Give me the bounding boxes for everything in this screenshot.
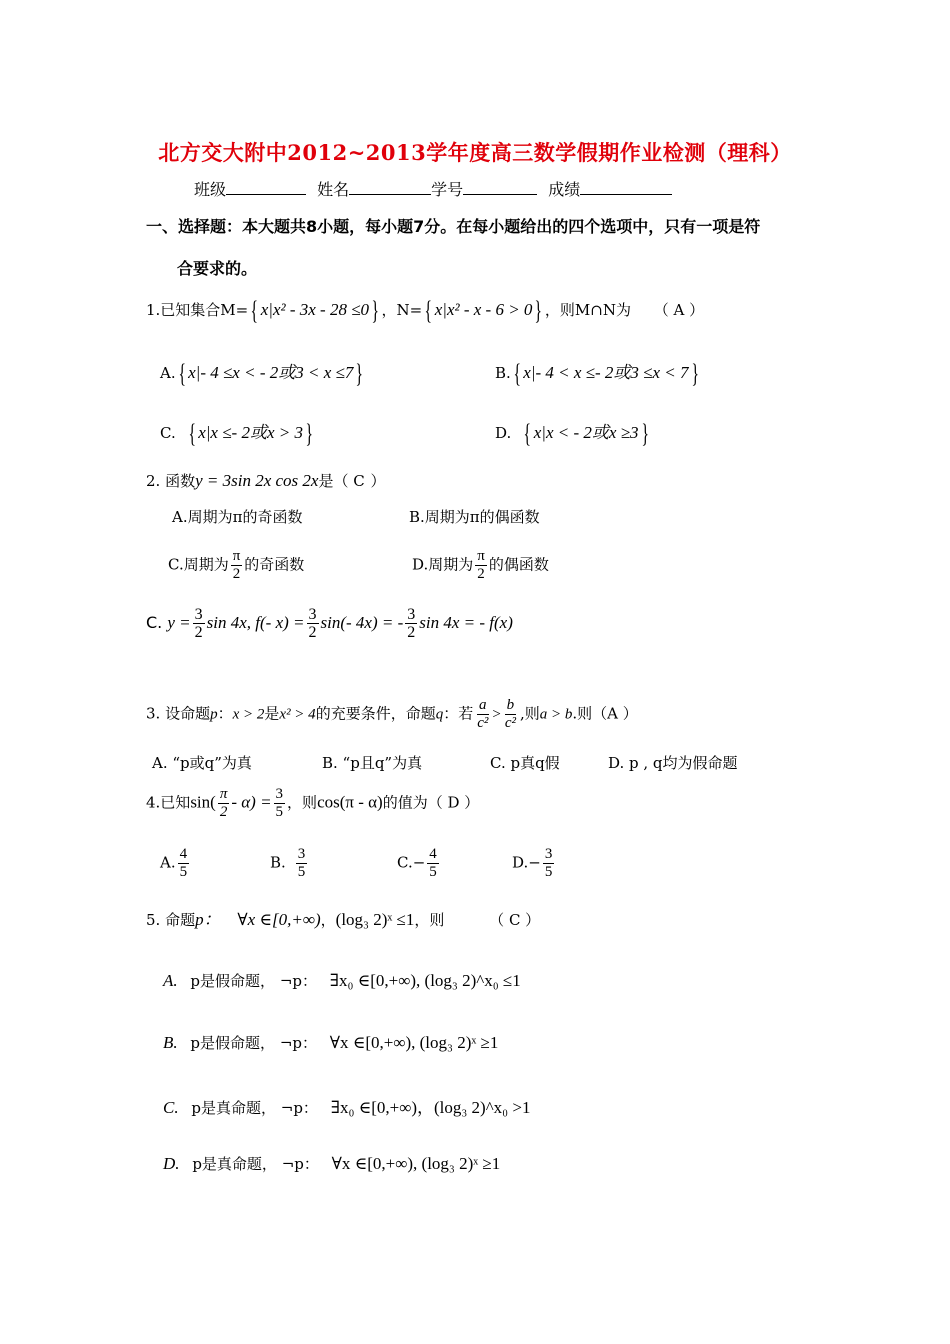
option-neg: ¬p： [280,1099,318,1117]
denominator: c² [504,715,516,731]
option-suffix: 的偶函数 [488,555,549,574]
numerator: 3 [308,606,317,623]
q2-answer: C [353,472,366,490]
numerator: 3 [194,606,203,623]
q3-q: q [435,706,444,723]
fraction [231,548,243,583]
numerator: π [219,786,228,802]
option-label: C.− [397,853,426,872]
fraction [405,606,417,641]
fraction [296,846,308,881]
q1-set-n: x|x² - x - 6 > 0 [434,300,533,319]
question-2-stem [146,470,386,491]
fraction [178,846,190,881]
q1-tail: ，则M∩N为 [544,301,631,319]
numerator: π [477,548,485,564]
q3-conclusion: a > b [539,706,573,723]
q2-close: ） [370,472,386,490]
q5-part: 5. 命题 [146,911,196,929]
denominator: 5 [544,864,553,880]
denominator: 5 [179,864,188,880]
numerator: 3 [297,846,306,862]
q5-option-b [163,1032,498,1053]
option-text: x|- 4 < x ≤- 2或3 ≤x < 7 [523,363,689,382]
q5-forall: ∀x ∈[0,+∞) [237,910,321,929]
option-label: A. [160,364,176,382]
question-1-stem [146,296,704,326]
numerator: 4 [429,846,437,862]
brace-close: } [355,359,364,388]
option-p: p是真命题， [192,1155,277,1173]
option-p: p是真命题， [191,1099,276,1117]
q2-prefix: 2. 函数 [146,472,196,490]
q5-part: ， [320,911,336,929]
question-3-stem [146,697,638,732]
brace-open: { [250,296,259,325]
fraction [307,606,319,641]
option-label: D. [495,424,512,442]
option-expr: ∃x₀ ∈[0,+∞), (log₃ 2)^x₀ ≤1 [329,971,521,990]
option-neg: ¬p： [279,1034,317,1052]
q1-prefix: 1.已知集合M= [146,301,249,319]
option-label: B. [495,364,511,382]
numerator: π [232,548,241,564]
q5-expr: (log₃ 2)ˣ ≤1 [335,910,415,929]
option-label: C. [163,1098,179,1117]
q2-solution [146,606,513,641]
denominator: 2 [477,566,485,582]
fraction [543,846,555,881]
q2-suffix: 是（ [318,472,349,490]
solution-part: sin(- 4x) = - [320,613,404,632]
solution-label: C. [146,613,163,632]
q3-option-c: C. p真q假 [490,754,560,772]
numerator: 3 [407,606,416,623]
fraction [218,786,230,821]
q4-part: ，则 [287,793,318,812]
q5-option-a [163,970,521,991]
score-label: 成绩 [548,180,581,199]
option-text: x|x ≤- 2或x > 3 [198,423,303,442]
option-expr: ∀x ∈[0,+∞), (log₃ 2)ˣ ≥1 [329,1033,499,1052]
denominator: c² [477,715,489,731]
section-heading-line2: 合要求的。 [177,259,258,278]
denominator: 2 [194,624,203,641]
page-title: 北方交大附中2012~2013学年度高三数学假期作业检测（理科） [158,140,792,165]
denominator: 2 [232,566,241,582]
option-suffix: 的奇函数 [244,555,305,574]
denominator: 2 [308,624,317,641]
brace-open: { [424,296,433,325]
q5-answer: （ C ） [489,911,541,929]
q5-part: ，则 [414,911,445,929]
solution-part: y = [167,613,191,632]
q3-part: ： [217,704,233,723]
q4-part: 4.已知 [146,793,191,812]
option-label: C. [160,424,176,442]
brace-open: { [513,359,521,388]
q1-option-c [160,418,315,449]
option-p: p是假命题， [190,1034,276,1052]
q1-answer: （ A ） [653,301,705,319]
option-text: x|- 4 ≤x < - 2或3 < x ≤7 [188,363,354,382]
q4-part: - α) = [231,792,272,812]
name-label: 姓名 [317,180,350,199]
q3-part: ：若 [443,704,474,723]
q4-part: sin( [190,792,216,812]
q3-option-d: D. p , q均为假命题 [608,754,738,772]
q3-cond1: x > 2 [232,706,265,723]
option-neg: ¬p： [279,972,317,990]
q4-part: 的值为（ D ） [382,793,480,812]
student-info-line [194,177,672,200]
q2-option-c [168,548,304,583]
q5-option-c [163,1093,530,1118]
section-heading-line1: 一、选择题：本大题共8小题，每小题7分。在每小题给出的四个选项中，只有一项是符 [146,217,761,236]
brace-open: { [188,419,196,448]
denominator: 5 [429,864,437,880]
q2-option-b: B.周期为π的偶函数 [409,508,540,526]
q1-set-m: x|x² - 3x - 28 ≤0 [260,300,370,319]
q3-part: 是 [264,704,280,723]
brace-close: } [691,359,699,388]
brace-close: } [534,296,543,325]
fraction [503,697,518,732]
option-label: B. [163,1033,178,1052]
denominator: 5 [275,804,284,820]
question-5-stem [146,905,540,930]
option-prefix: D.周期为 [412,555,474,574]
id-label: 学号 [431,180,464,199]
q3-p: p [210,706,218,723]
q4-option-b [270,846,309,881]
option-prefix: C.周期为 [168,555,229,574]
option-expr: ∀x ∈[0,+∞), (log₃ 2)ˣ ≥1 [331,1154,501,1173]
option-expr: ∃x₀ ∈[0,+∞)，(log₃ 2)^x₀ >1 [330,1098,531,1117]
numerator: 4 [179,846,188,862]
brace-close: } [371,296,380,325]
q1-n-prefix: ，N= [381,301,423,319]
fraction [193,606,205,641]
option-text: x|x < - 2或x ≥3 [533,423,639,442]
numerator: 3 [544,846,553,862]
q3-part: 的充要条件，命题 [315,704,436,723]
name-blank [349,180,431,195]
option-label: A. [163,971,178,990]
fraction [274,786,286,821]
option-label: D.− [512,853,541,872]
q1-option-a [160,358,366,389]
option-label: A. [160,853,176,872]
numerator: 3 [275,786,284,802]
q4-option-c [397,846,441,881]
fraction [475,548,487,583]
class-blank [226,180,306,195]
score-blank [580,180,672,195]
q3-part: ,则 [520,704,540,723]
q5-option-d [163,1153,500,1174]
fraction [427,846,439,881]
q2-option-a: A.周期为π的奇函数 [172,508,303,526]
q4-cos: cos(π - α) [317,792,383,812]
option-label: B. [270,853,286,872]
q3-option-b: B. “p且q”为真 [322,754,423,772]
q4-option-d [512,846,556,881]
brace-open: { [523,419,532,448]
fraction [475,697,490,732]
q4-option-a [160,846,191,881]
q3-gt: > [492,706,501,723]
denominator: 5 [297,864,306,880]
question-4-stem [146,786,479,821]
brace-close: } [641,419,649,448]
q2-function: y = 3sin 2x cos 2x [195,471,319,490]
class-label: 班级 [194,180,227,199]
option-neg: ¬p： [281,1155,319,1173]
q3-part: 3. 设命题 [146,704,211,723]
denominator: 2 [219,804,228,820]
brace-close: } [305,419,313,448]
q1-option-d [495,418,651,449]
option-label: D. [163,1154,180,1173]
brace-open: { [178,359,186,388]
solution-part: sin 4x, f(- x) = [206,613,305,632]
q1-option-b [495,358,701,389]
q5-p: p： [195,910,221,929]
q3-option-a: A. “p或q”为真 [152,754,252,772]
numerator: b [506,697,515,713]
q3-part: .则（A ） [572,704,638,723]
id-blank [463,180,537,195]
solution-part: sin 4x = - f(x) [419,613,513,632]
q3-cond2: x² > 4 [279,706,316,723]
option-p: p是假命题， [190,972,276,990]
denominator: 2 [407,624,416,641]
numerator: a [479,697,487,713]
q2-option-d [412,548,549,583]
